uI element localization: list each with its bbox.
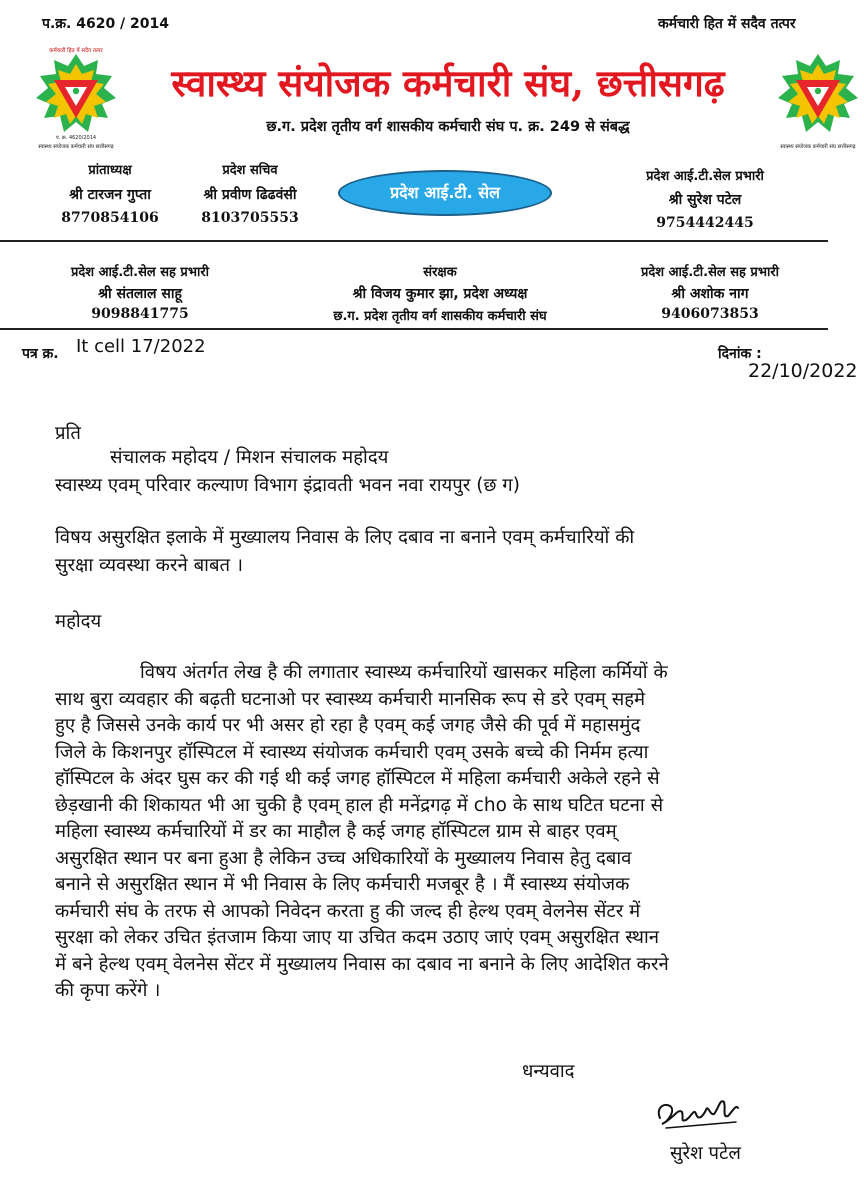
officer-1-name: श्री टारजन गुप्ता (69, 187, 151, 203)
svg-text:कर्मचारी हित में सदैव तत्पर: कर्मचारी हित में सदैव तत्पर (49, 48, 103, 54)
patron-name: श्री विजय कुमार झा, प्रदेश अध्यक्ष (352, 286, 528, 302)
officer-2-name: श्री प्रवीण ढिढवंसी (203, 187, 297, 203)
patron-organization: छ.ग. प्रदेश तृतीय वर्ग शासकीय कर्मचारी संघ (333, 309, 547, 324)
officer-3-name: श्री सुरेश पटेल (668, 192, 742, 208)
header-divider-2 (0, 328, 828, 330)
svg-text:स्वास्थ्य संयोजक कर्मचारी संघ: स्वास्थ्य संयोजक कर्मचारी संघ छत्तीसगढ़ (780, 144, 856, 150)
officer-4-role: प्रदेश आई.टी.सेल सह प्रभारी (70, 265, 210, 280)
logo-left (30, 42, 122, 152)
officer-2-role: प्रदेश सचिव (222, 163, 278, 178)
date-label: दिनांक : (718, 346, 762, 362)
officer-5-role: प्रदेश आई.टी.सेल सह प्रभारी (640, 265, 780, 280)
body-line: छेड़खानी की शिकायत भी आ चुकी है एवम् हाल ही मनेंद्रगढ़ में cho के साथ घटित घटना से (55, 794, 664, 816)
subject-line-2: सुरक्षा व्यवस्था करने बाबत । (55, 555, 243, 576)
officer-3-role: प्रदेश आई.टी.सेल प्रभारी (646, 169, 764, 184)
officer-5-phone: 9406073853 (661, 306, 759, 322)
svg-text:प. क्र. 4620/2014: प. क्र. 4620/2014 (55, 135, 97, 141)
body-line: की कृपा करेंगे । (55, 980, 161, 1001)
salutation: महोदय (55, 611, 102, 632)
patron-role: संरक्षक (423, 265, 457, 280)
body-line: सुरक्षा को लेकर उचित इंतजाम किया जाए या उचित कदम उठाए जाएं एवम् असुरक्षित स्थान (55, 927, 660, 948)
body-line: असुरक्षित स्थान पर बना हुआ है लेकिन उच्च अधिकारियों के मुख्यालय निवास हेतु दबाव (55, 847, 632, 869)
officer-2-phone: 8103705553 (201, 210, 299, 226)
body-line: विषय अंतर्गत लेख है की लगातार स्वास्थ्य कर्मचारियों खासकर महिला कर्मियों के (140, 662, 668, 683)
letter-date: 22/10/2022 (748, 360, 858, 382)
body-line: हुए है जिससे उनके कार्य पर भी असर हो रहा है एवम् कई जगह जैसे की पूर्व में महासमुंद (55, 715, 641, 736)
closing-thanks: धन्यवाद (522, 1061, 575, 1082)
officer-4-name: श्री संतलाल साहू (98, 286, 182, 302)
body-line: साथ बुरा व्यवहार की बढ़ती घटनाओ पर स्वास्थ्य कर्मचारी मानसिक रूप से डरे एवम् सहमे (55, 688, 646, 710)
to-label: प्रति (55, 423, 81, 444)
signatory-name: सुरेश पटेल (670, 1143, 741, 1164)
svg-text:स्वास्थ्य संयोजक कर्मचारी संघ: स्वास्थ्य संयोजक कर्मचारी संघ छत्तीसगढ़ (38, 144, 114, 150)
body-line: महिला स्वास्थ्य कर्मचारियों में डर का माहौल है कई जगह हॉस्पिटल ग्राम से बाहर एवम् (55, 821, 617, 842)
motto: कर्मचारी हित में सदैव तत्पर (658, 16, 796, 32)
ref-label: पत्र क्र. (22, 346, 59, 362)
header-divider (0, 240, 828, 242)
registration-number: प.क्र. 4620 / 2014 (42, 16, 170, 32)
letter-body (55, 660, 815, 1005)
affiliation-line: छ.ग. प्रदेश तृतीय वर्ग शासकीय कर्मचारी संघ प. क्र. 249 से संबद्ध (266, 119, 630, 135)
officer-1-role: प्रांताध्यक्ष (88, 163, 132, 178)
organization-title: स्वास्थ्य संयोजक कर्मचारी संघ, छत्तीसगढ़ (171, 61, 725, 105)
it-cell-badge (338, 170, 552, 216)
body-line: बनाने से असुरक्षित स्थान में भी निवास के लिए कर्मचारी मजबूर है । मैं स्वास्थ्य संयोजक (55, 874, 630, 895)
officer-3-phone: 9754442445 (656, 215, 754, 231)
addressee-line-1: संचालक महोदय / मिशन संचालक महोदय (110, 447, 389, 468)
officer-5-name: श्री अशोक नाग (671, 286, 749, 302)
ref-number: It cell 17/2022 (76, 336, 206, 357)
logo-right (772, 42, 856, 152)
body-line: में बने हेल्थ एवम् वेलनेस सेंटर में मुख्यालय निवास का दबाव ना बनाने के लिए आदेशित करने (55, 953, 669, 975)
officer-1-phone: 8770854106 (61, 210, 159, 226)
addressee-line-2: स्वास्थ्य एवम् परिवार कल्याण विभाग इंद्रावती भवन नवा रायपुर (छ ग) (55, 475, 520, 496)
body-line: हॉस्पिटल के अंदर घुस कर की गई थी कई जगह हॉस्पिटल में महिला कर्मचारी अकेले रहने से (55, 768, 660, 789)
body-line: कर्मचारी संघ के तरफ से आपको निवेदन करता हु की जल्द ही हेल्थ एवम् वेलनेस सेंटर में (55, 900, 641, 922)
handwritten-signature (652, 1088, 762, 1136)
officer-4-phone: 9098841775 (91, 306, 189, 322)
body-line: जिले के किशनपुर हॉस्पिटल में स्वास्थ्य संयोजक कर्मचारी एवम् उसके बच्चे की निर्मम हत्या (55, 741, 649, 763)
it-cell-badge-label: प्रदेश आई.टी. सेल (390, 183, 500, 202)
subject-line-1: विषय असुरक्षित इलाके में मुख्यालय निवास के लिए दबाव ना बनाने एवम् कर्मचारियों की (55, 527, 635, 548)
